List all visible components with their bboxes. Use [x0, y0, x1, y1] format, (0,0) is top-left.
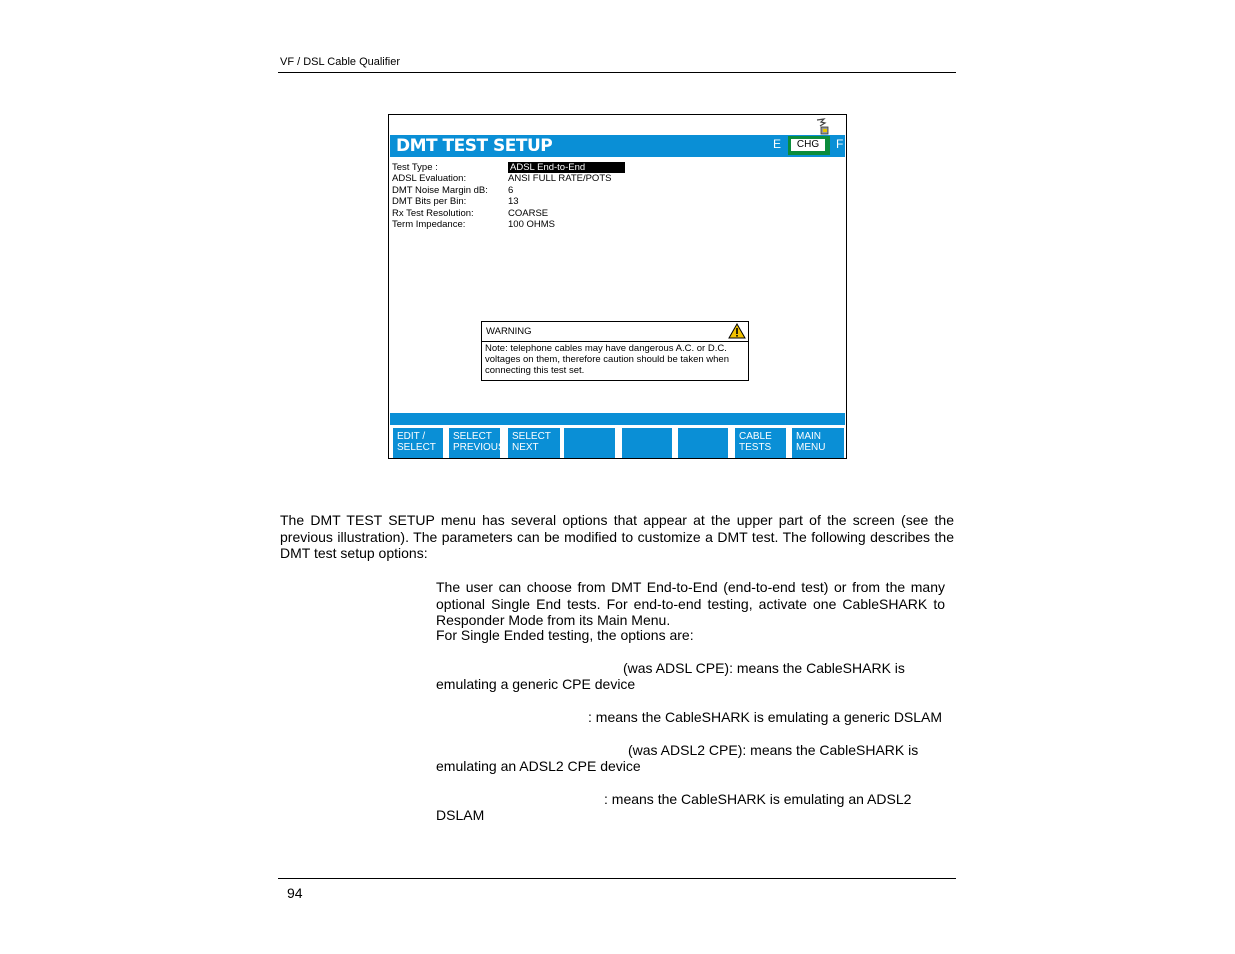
- option-2-line: : means the CableSHARK is emulating a generic DSLAM: [588, 709, 943, 725]
- header-title: VF / DSL Cable Qualifier: [280, 56, 401, 68]
- status-bar: [390, 413, 845, 425]
- fkey-blank-2[interactable]: [622, 428, 672, 458]
- warning-text: Note: telephone cables may have dangerous A.C. or D.C. voltages on them, therefore caution should be taken when connecting this test set.: [485, 343, 729, 376]
- warning-box: [481, 321, 749, 381]
- option-1-line-1: (was ADSL CPE): means the CableSHARK is: [623, 660, 905, 676]
- param-value-selected[interactable]: ADSL End-to-End: [508, 162, 625, 173]
- option-4-line-1: : means the CableSHARK is emulating an ADSL2: [604, 791, 912, 807]
- fkey-cable-tests[interactable]: CABLE TESTS: [735, 428, 786, 458]
- single-ended-intro: For Single Ended testing, the options are:: [436, 627, 694, 643]
- param-value[interactable]: 6: [508, 184, 514, 196]
- param-value[interactable]: 100 OHMS: [508, 218, 555, 230]
- option-3-line-1: (was ADSL2 CPE): means the CableSHARK is: [628, 742, 919, 758]
- function-keys: [389, 428, 846, 458]
- warning-title: WARNING: [486, 326, 532, 337]
- warning-triangle-icon: [728, 323, 746, 339]
- intro-paragraph: The DMT TEST SETUP menu has several options that appear at the upper part of the screen (see the previous illustration). The parameters can be modified to customize a DMT test. The following describes the DMT test setup options:: [280, 512, 954, 561]
- param-label: Test Type :: [392, 162, 438, 173]
- param-value[interactable]: COARSE: [508, 207, 549, 219]
- param-label: Rx Test Resolution:: [392, 207, 474, 219]
- footer-rule: [278, 878, 956, 879]
- param-label: DMT Noise Margin dB:: [392, 184, 488, 196]
- fkey-main-menu[interactable]: MAIN MENU: [792, 428, 844, 458]
- param-value[interactable]: 13: [508, 196, 519, 208]
- option-3-line-2: emulating an ADSL2 CPE device: [436, 758, 641, 774]
- fkey-select-next[interactable]: SELECT NEXT: [508, 428, 560, 458]
- option-1-line-2: emulating a generic CPE device: [436, 676, 636, 692]
- chg-indicator: [788, 136, 830, 155]
- param-value[interactable]: ANSI FULL RATE/POTS: [508, 173, 612, 185]
- chg-label: CHG: [791, 139, 825, 151]
- fkey-edit-select[interactable]: EDIT / SELECT: [393, 428, 443, 458]
- warning-divider: [482, 341, 748, 342]
- fkey-select-previous[interactable]: SELECT PREVIOUS: [449, 428, 500, 458]
- fkey-blank-1[interactable]: [564, 428, 615, 458]
- title-bar: [390, 135, 845, 157]
- header-rule: [278, 72, 956, 73]
- fkey-blank-3[interactable]: [678, 428, 728, 458]
- param-label: Term Impedance:: [392, 218, 466, 230]
- tag-e: E: [773, 137, 782, 151]
- phone-plug-icon: [814, 118, 830, 136]
- test-type-description: The user can choose from DMT End-to-End (end-to-end test) or from the many optional Single End tests. For end-to-end testing, activate one CableSHARK to Responder Mode from its Main Menu.: [436, 579, 945, 628]
- page-number: 94: [287, 885, 303, 901]
- screen-title: DMT TEST SETUP: [396, 136, 553, 156]
- device-screen: [388, 114, 847, 459]
- tag-f: F: [836, 137, 844, 151]
- option-4-line-2: DSLAM: [436, 807, 485, 823]
- param-label: DMT Bits per Bin:: [392, 196, 467, 208]
- param-label: ADSL Evaluation:: [392, 173, 467, 185]
